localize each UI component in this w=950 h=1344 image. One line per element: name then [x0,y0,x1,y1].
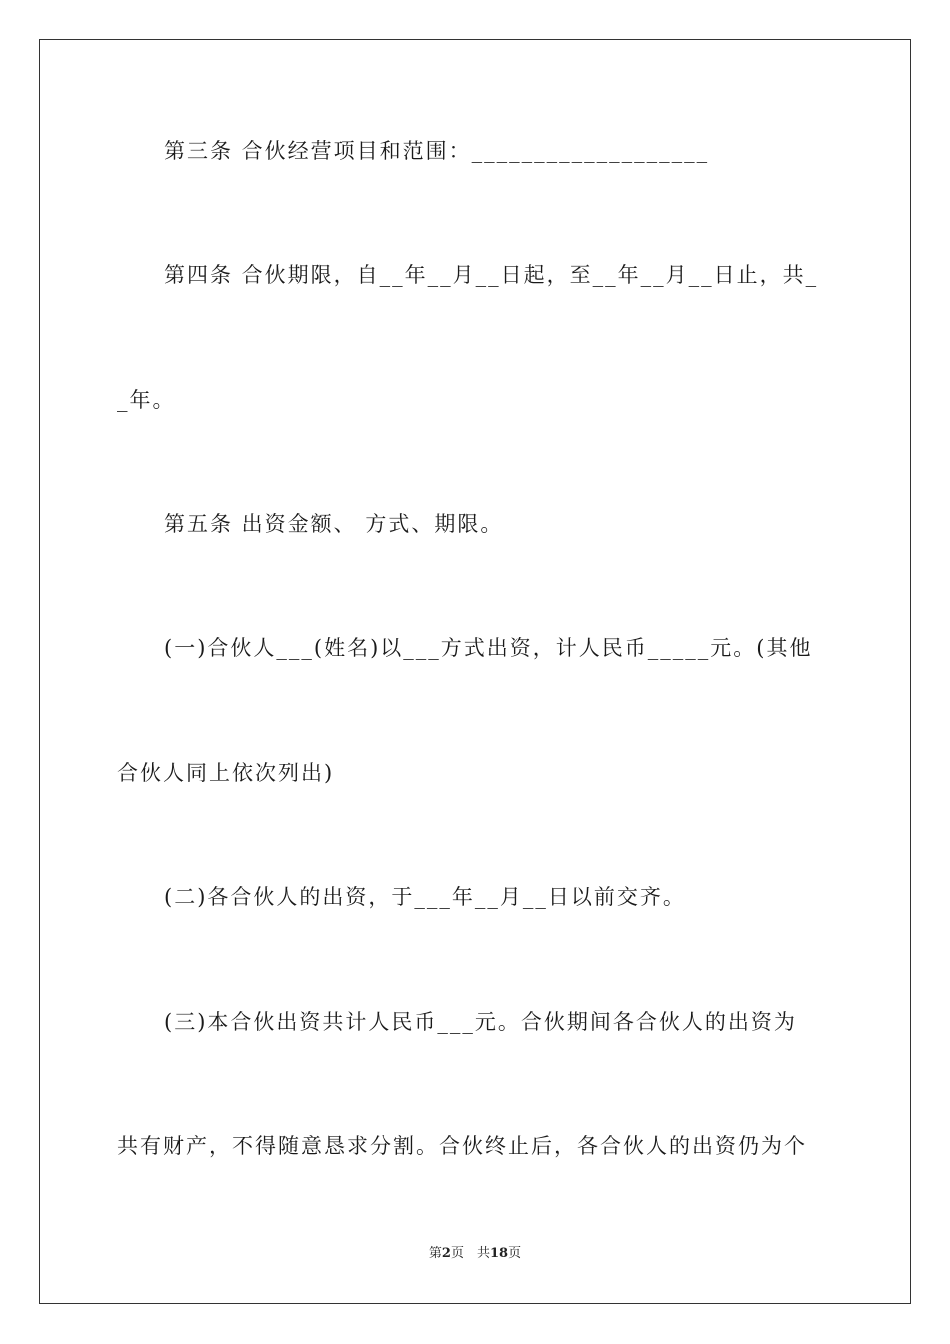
footer-prefix: 第 [428,1246,442,1261]
footer-suffix: 页 [508,1246,522,1261]
page-border [39,39,911,1304]
article-3-line: 第三条 合伙经营项目和范围：___________________ [164,139,710,163]
page-number-footer [0,1242,950,1261]
footer-mid: 页 共 [450,1246,490,1261]
current-page-number: 2 [441,1246,451,1261]
item-1-line-2: 合伙人同上依次列出) [117,761,335,785]
item-2-line: (二)各合伙人的出资，于___年__月__日以前交齐。 [164,885,686,909]
article-4-line-2: _年。 [117,388,176,412]
item-1-line-1: (一)合伙人___(姓名)以___方式出资，计人民币_____元。(其他 [164,636,813,660]
article-4-line-1: 第四条 合伙期限，自__年__月__日起，至__年__月__日止，共_ [164,263,819,287]
item-3-line-2: 共有财产，不得随意恳求分割。合伙终止后，各合伙人的出资仍为个 [117,1134,807,1158]
article-5-heading: 第五条 出资金额、 方式、期限。 [164,512,504,536]
total-page-number: 18 [489,1246,509,1261]
item-3-line-1: (三)本合伙出资共计人民币___元。合伙期间各合伙人的出资为 [164,1010,797,1034]
